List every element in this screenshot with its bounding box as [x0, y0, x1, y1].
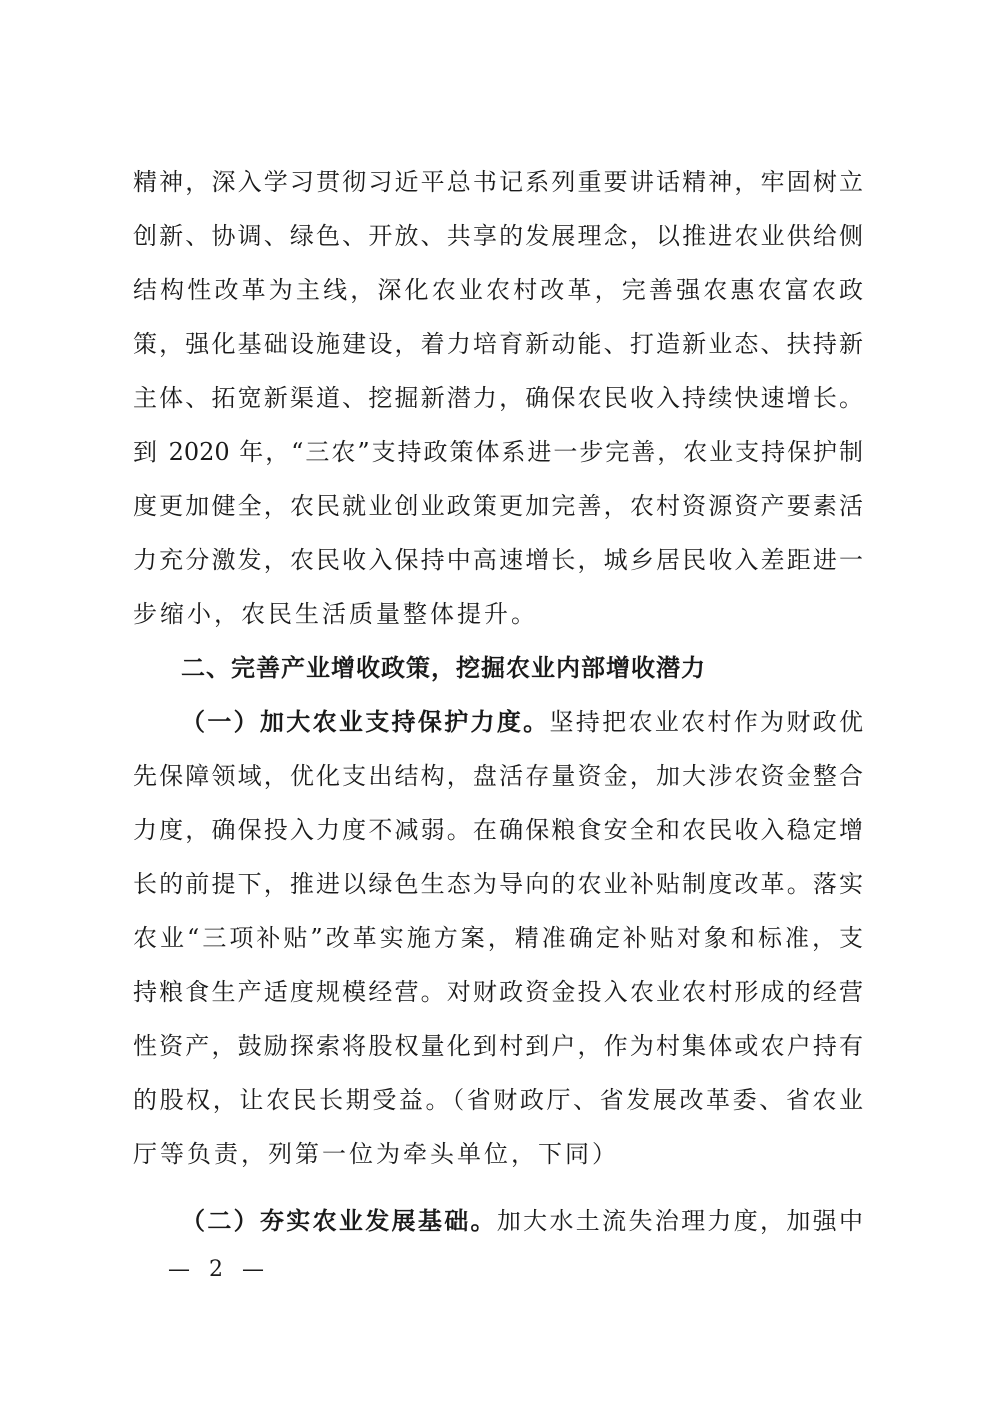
paragraph-line: 步缩小，农民生活质量整体提升。 [133, 600, 538, 628]
paragraph-line: 结构性改革为主线，深化农业农村改革，完善强农惠农富农政 [133, 276, 863, 304]
paragraph-line: 长的前提下，推进以绿色生态为导向的农业补贴制度改革。落实 [133, 870, 863, 898]
paragraph-line: 持粮食生产适度规模经营。对财政资金投入农业农村形成的经营 [133, 978, 863, 1006]
section-1-title: （一）加大农业支持保护力度。 [181, 707, 550, 736]
paragraph-line: 到 2020 年，“三农”支持政策体系进一步完善，农业支持保护制 [133, 438, 863, 466]
section-heading: 二、完善产业增收政策，挖掘农业内部增收潜力 [181, 654, 706, 682]
paragraph-line: 度更加健全，农民就业创业政策更加完善，农村资源资产要素活 [133, 492, 863, 520]
paragraph-line: 先保障领域，优化支出结构，盘活存量资金，加大涉农资金整合 [133, 762, 863, 790]
section-1-first-line [181, 702, 863, 742]
paragraph-line: 的股权，让农民长期受益。（省财政厅、省发展改革委、省农业 [133, 1086, 863, 1114]
section-2-title: （二）夯实农业发展基础。 [181, 1206, 497, 1235]
paragraph-line: 策，强化基础设施建设，着力培育新动能、打造新业态、扶持新 [133, 330, 863, 358]
paragraph-line: 性资产，鼓励探索将股权量化到村到户，作为村集体或农户持有 [133, 1032, 863, 1060]
section-1-first-rest: 坚持把农业农村作为财政优 [549, 708, 864, 736]
section-2-first-rest: 加大水土流失治理力度，加强中 [496, 1207, 864, 1235]
paragraph-line: 精神，深入学习贯彻习近平总书记系列重要讲话精神，牢固树立 [133, 168, 863, 196]
paragraph-line: 创新、协调、绿色、开放、共享的发展理念，以推进农业供给侧 [133, 222, 863, 250]
paragraph-line: 力充分激发，农民收入保持中高速增长，城乡居民收入差距进一 [133, 546, 863, 574]
paragraph-line: 农业“三项补贴”改革实施方案，精准确定补贴对象和标准，支 [133, 924, 863, 952]
paragraph-line: 力度，确保投入力度不减弱。在确保粮食安全和农民收入稳定增 [133, 816, 863, 844]
paragraph-line: 厅等负责，列第一位为牵头单位，下同） [133, 1140, 619, 1168]
section-2-first-line [181, 1201, 863, 1241]
page-number: — 2 — [168, 1257, 270, 1282]
paragraph-line: 主体、拓宽新渠道、挖掘新潜力，确保农民收入持续快速增长。 [133, 384, 863, 412]
